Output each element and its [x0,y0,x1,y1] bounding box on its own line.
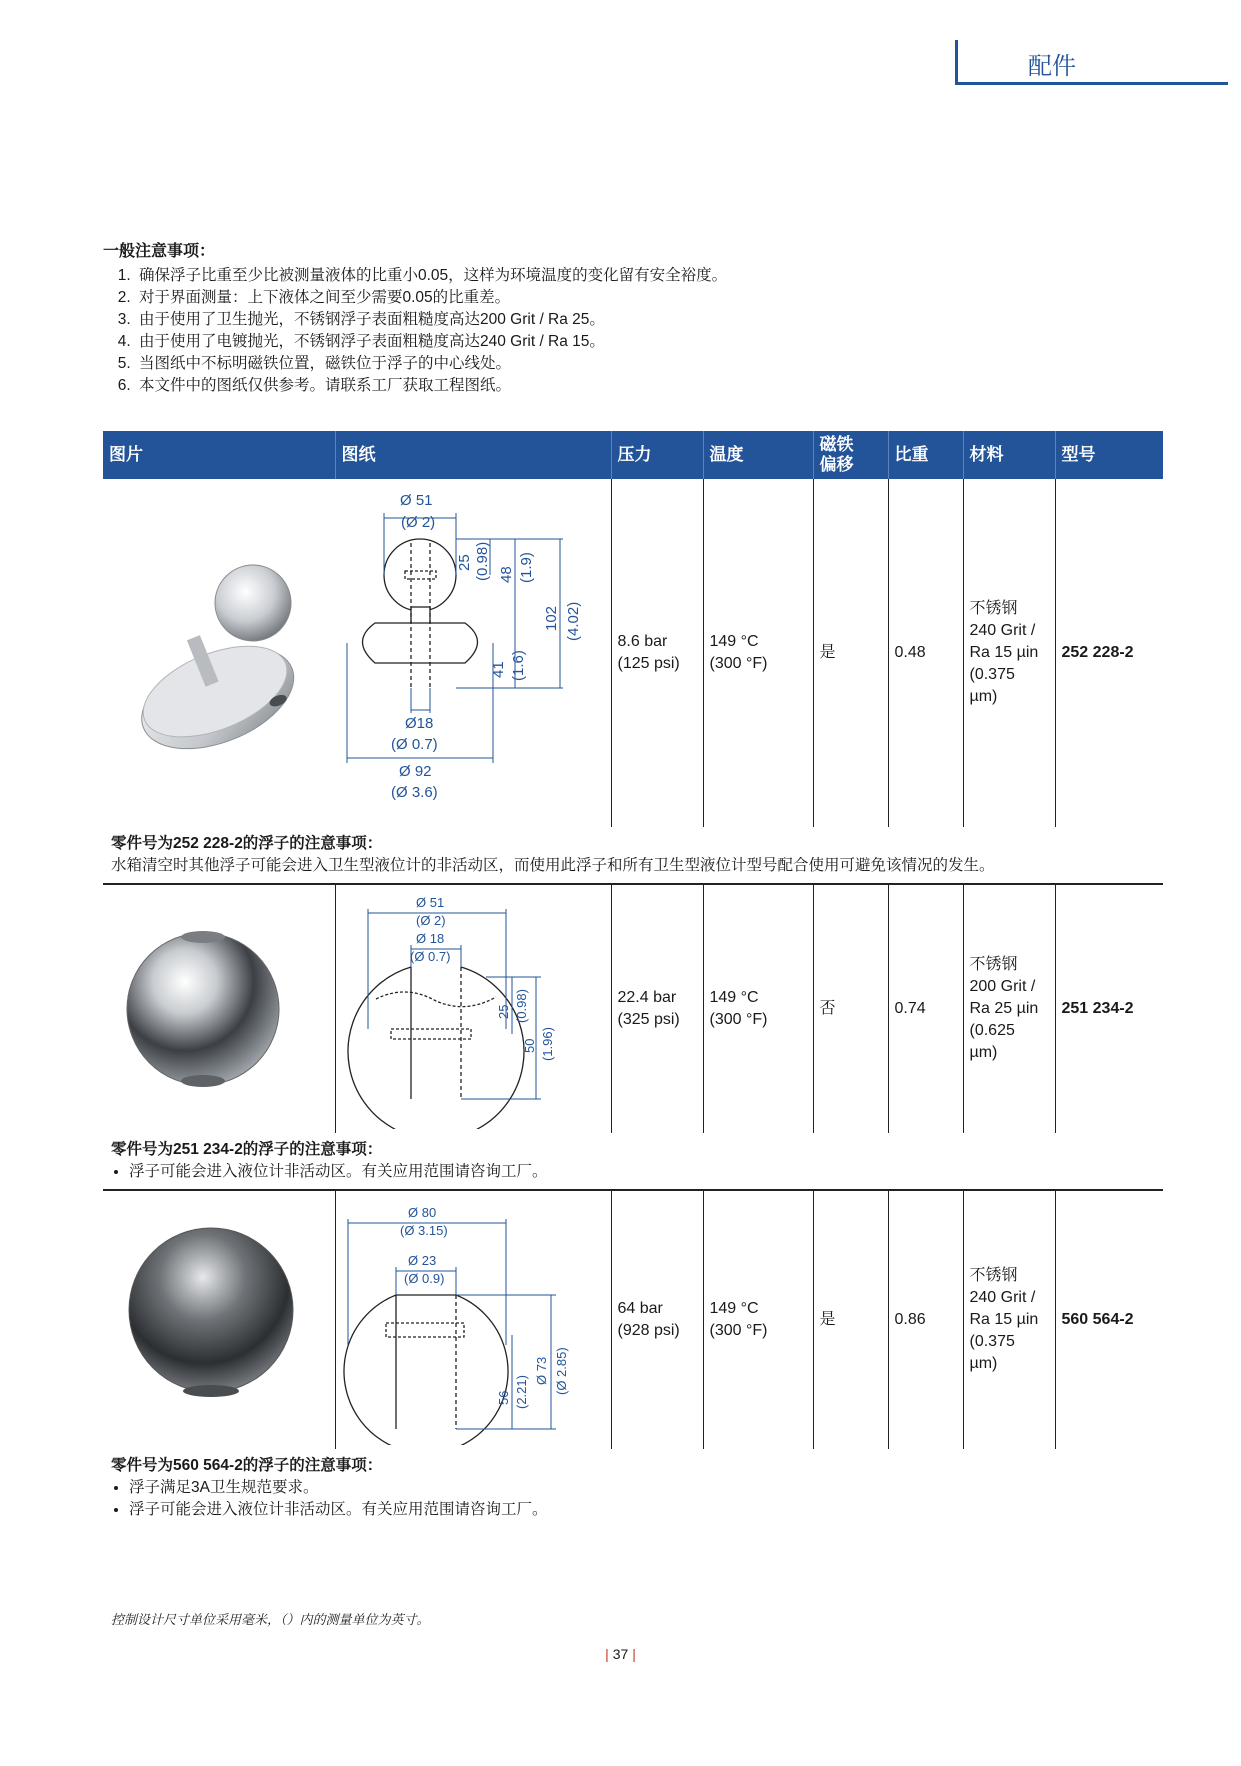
dim-h1: 25 [495,1004,511,1019]
material-cell [963,1190,1055,1449]
dim-h1-in: (2.21) [513,1375,529,1409]
table-row [103,884,1163,1133]
row-note-title: 零件号为560 564-2的浮子的注意事项： [111,1457,383,1474]
dim-h2: Ø 73 [533,1356,549,1385]
pressure-psi: (928 psi) [617,1322,680,1339]
pressure-cell [611,884,703,1133]
row-note-title: 零件号为251 234-2的浮子的注意事项： [111,1141,383,1158]
dim-h1: 56 [495,1390,511,1405]
material-cell [963,884,1055,1133]
header-model: 型号 [1055,431,1163,479]
pressure-bar: 22.4 bar [617,989,677,1006]
material-line: Ra 15 µin [969,644,1039,661]
pressure-psi: (125 psi) [617,655,680,672]
float-spec-table [103,431,1163,1527]
dim-outer-dia: Ø 51 [415,895,444,910]
material-line: 240 Grit / [969,1289,1036,1306]
dim-outer-dia: Ø 80 [407,1205,436,1220]
temperature-f: (300 °F) [709,1011,768,1028]
dim-stem-dia: Ø18 [405,715,434,732]
material-line: µm) [969,1044,998,1061]
header-magnet-offset-line1: 磁铁 [819,435,854,454]
drawing-560-564-2 [336,1195,612,1445]
temperature-c: 149 °C [709,633,759,650]
dim-h2-in: (Ø 2.85) [553,1347,569,1395]
section-title: 配件 [1028,53,1076,80]
units-footnote: 控制设计尺寸单位采用毫米，（）内的测量单位为英寸。 [111,1612,430,1627]
drawing-cell [335,1190,611,1449]
dim-h1-in: (0.98) [513,989,529,1023]
header-magnet-offset-line2: 偏移 [819,455,854,474]
dim-top-dia-in: (Ø 2) [401,514,436,531]
row-note-item: • 浮子可能会进入液位计非活动区。有关应用范围请咨询工厂。 [129,1499,1155,1521]
dim-h1: 25 [456,554,473,571]
table-row [103,1190,1163,1449]
material-cell [963,479,1055,827]
header-material: 材料 [963,431,1055,479]
general-note-item: 2. 对于界面测量：上下液体之间至少需要0.05的比重差。 [135,287,1163,309]
row-note-list [111,1477,1155,1521]
drawing-cell [335,479,611,827]
material-line: µm) [969,1355,998,1372]
table-header-row [103,431,1163,479]
material-line: (0.375 [969,1333,1015,1350]
dim-h4: 41 [490,661,507,678]
page-number-bar-left: | [605,1646,609,1662]
row-note [103,1449,1163,1527]
pressure-bar: 64 bar [617,1300,663,1317]
section-header-tab [955,40,1228,85]
general-note-item: 5. 当图纸中不标明磁铁位置，磁铁位于浮子的中心线处。 [135,353,1163,375]
specific-gravity-cell: 0.74 [888,884,963,1133]
page-number [0,1646,1241,1662]
general-notes [103,238,1163,397]
temperature-cell [703,884,813,1133]
row-note-list [111,1161,1155,1183]
dim-h2-in: (1.96) [539,1027,555,1061]
general-note-item: 3. 由于使用了卫生抛光，不锈钢浮子表面粗糙度高达200 Grit / Ra 25。 [135,309,1163,331]
magnet-offset-cell: 否 [813,884,888,1133]
pressure-psi: (325 psi) [617,1011,680,1028]
dim-disk-dia-in: (Ø 3.6) [391,784,438,801]
temperature-cell [703,479,813,827]
material-line: µm) [969,688,998,705]
header-pressure: 压力 [611,431,703,479]
row-note [103,1133,1163,1190]
photo-cell [103,1190,335,1449]
photo-cell [103,884,335,1133]
material-line: 200 Grit / [969,978,1036,995]
pressure-bar: 8.6 bar [617,633,668,650]
temperature-c: 149 °C [709,989,759,1006]
general-notes-list [103,265,1163,397]
row-note-item: • 浮子可能会进入液位计非活动区。有关应用范围请咨询工厂。 [129,1161,1155,1183]
row-note-title: 零件号为252 228-2的浮子的注意事项： [111,835,383,852]
material-line: (0.625 [969,1022,1015,1039]
dim-bore-dia-in: (Ø 0.9) [403,1271,444,1286]
dim-h1-in: (0.98) [474,541,491,581]
row-note-item: • 浮子满足3A卫生规范要求。 [129,1477,1155,1499]
dim-h2-in: (1.9) [518,552,535,583]
float-photo-ball [103,889,335,1129]
specific-gravity-cell: 0.86 [888,1190,963,1449]
pressure-cell [611,1190,703,1449]
dim-bore-dia-in: (Ø 0.7) [409,949,450,964]
temperature-f: (300 °F) [709,1322,768,1339]
dim-top-dia: Ø 51 [400,492,433,509]
header-drawing: 图纸 [335,431,611,479]
dim-h4-in: (1.6) [510,650,527,681]
dim-h2: 50 [521,1038,537,1053]
magnet-offset-cell: 是 [813,1190,888,1449]
header-temperature: 温度 [703,431,813,479]
dim-disk-dia: Ø 92 [399,763,432,780]
general-note-item: 4. 由于使用了电镀抛光，不锈钢浮子表面粗糙度高达240 Grit / Ra 15。 [135,331,1163,353]
dim-outer-dia-in: (Ø 2) [415,913,446,928]
dim-stem-dia-in: (Ø 0.7) [391,736,438,753]
drawing-251-234-2 [336,889,612,1129]
dim-outer-dia-in: (Ø 3.15) [399,1223,448,1238]
header-photo: 图片 [103,431,335,479]
material-line: 不锈钢 [969,600,1018,617]
material-line: 不锈钢 [969,956,1018,973]
temperature-c: 149 °C [709,1300,759,1317]
row-note [103,827,1163,884]
specific-gravity-cell: 0.48 [888,479,963,827]
model-cell: 560 564-2 [1061,1311,1134,1328]
material-line: Ra 15 µin [969,1311,1039,1328]
general-note-item: 1. 确保浮子比重至少比被测量液体的比重小0.05，这样为环境温度的变化留有安全裕度。 [135,265,1163,287]
float-photo-disk-ball [103,483,335,823]
row-note-text: 水箱清空时其他浮子可能会进入卫生型液位计的非活动区，而使用此浮子和所有卫生型液位计型号配合使用可避免该情况的发生。 [111,857,995,874]
dim-h2: 48 [498,566,515,583]
temperature-f: (300 °F) [709,655,768,672]
magnet-offset-cell: 是 [813,479,888,827]
page-number-value: 37 [612,1646,629,1662]
material-line: 不锈钢 [969,1267,1018,1284]
model-cell: 252 228-2 [1061,644,1134,661]
material-line: 240 Grit / [969,622,1036,639]
model-cell: 251 234-2 [1061,1000,1134,1017]
drawing-252-228-2 [335,483,611,823]
material-line: (0.375 [969,666,1015,683]
header-magnet-offset [813,431,888,479]
header-specific-gravity: 比重 [888,431,963,479]
dim-bore-dia: Ø 18 [415,931,444,946]
material-line: Ra 25 µin [969,1000,1039,1017]
float-photo-dark-ball [103,1195,335,1445]
dim-bore-dia: Ø 23 [407,1253,436,1268]
drawing-cell [335,884,611,1133]
dim-h3: 102 [543,605,560,631]
dim-h3-in: (4.02) [565,601,582,641]
photo-cell [103,479,335,827]
table-row [103,479,1163,827]
pressure-cell [611,479,703,827]
temperature-cell [703,1190,813,1449]
general-notes-heading: 一般注意事项： [103,243,216,260]
general-note-item: 6. 本文件中的图纸仅供参考。请联系工厂获取工程图纸。 [135,375,1163,397]
page-number-bar-right: | [632,1646,636,1662]
